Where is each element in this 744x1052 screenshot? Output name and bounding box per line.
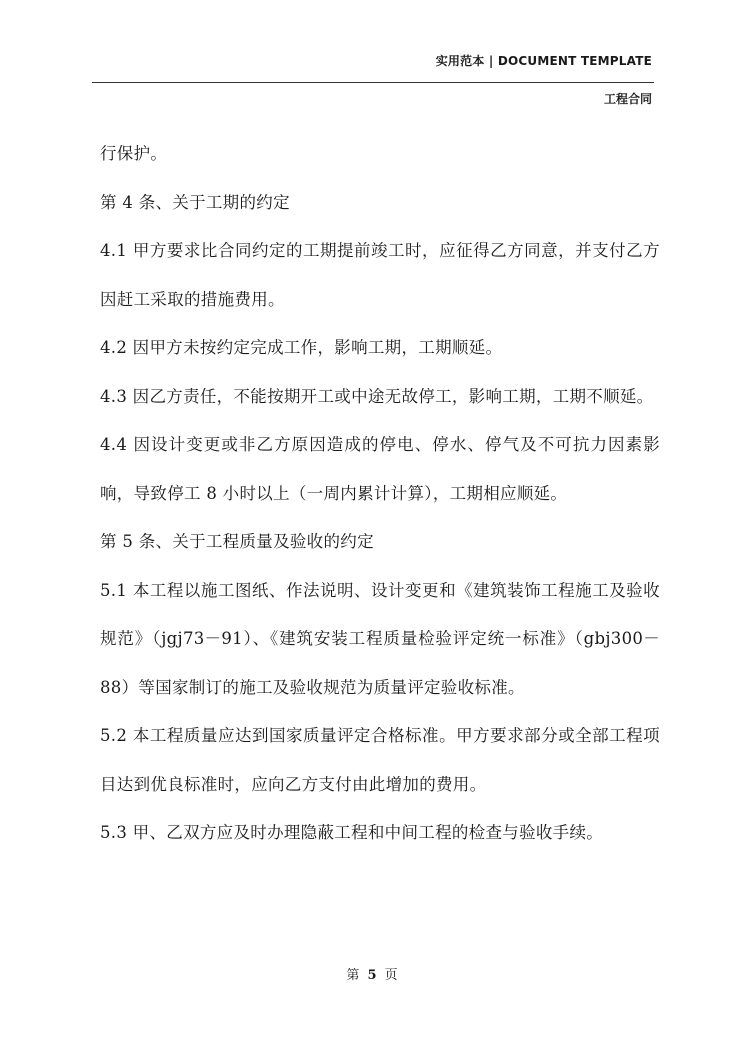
header-title: 实用范本 | DOCUMENT TEMPLATE	[435, 54, 652, 68]
section-heading-5: 第 5 条、关于工程质量及验收的约定	[100, 532, 374, 551]
document-body	[100, 130, 660, 858]
clause-4-2: 4.2 因甲方未按约定完成工作，影响工期，工期顺延。	[100, 338, 503, 357]
page-suffix: 页	[384, 968, 398, 983]
header-subtitle: 工程合同	[603, 92, 652, 106]
clause-5-2: 5.2 本工程质量应达到国家质量评定合格标准。甲方要求部分或全部工程项目达到优良标准时，应向乙方支付由此增加的费用。	[100, 726, 660, 794]
paragraph: 行保护。	[100, 144, 168, 163]
clause-4-4: 4.4 因设计变更或非乙方原因造成的停电、停水、停气及不可抗力因素影响，导致停工 8 小时以上（一周内累计计算），工期相应顺延。	[100, 435, 660, 503]
clause-5-1: 5.1 本工程以施工图纸、作法说明、设计变更和《建筑装饰工程施工及验收规范》（jgj73－91）、《建筑安装工程质量检验评定统一标准》（gbj300－88）等国家制订的施工及验收规范为质量评定验收标准。	[100, 580, 660, 697]
page-footer	[0, 964, 744, 983]
clause-5-3: 5.3 甲、乙双方应及时办理隐蔽工程和中间工程的检查与验收手续。	[100, 823, 604, 842]
clause-4-3: 4.3 因乙方责任，不能按期开工或中途无故停工，影响工期，工期不顺延。	[100, 386, 654, 406]
section-heading-4: 第 4 条、关于工期的约定	[100, 192, 290, 212]
header-divider	[92, 82, 654, 83]
page-prefix: 第	[346, 968, 360, 983]
page-number: 5	[367, 968, 377, 983]
clause-4-1: 4.1 甲方要求比合同约定的工期提前竣工时，应征得乙方同意，并支付乙方因赶工采取的措施费用。	[100, 241, 660, 309]
